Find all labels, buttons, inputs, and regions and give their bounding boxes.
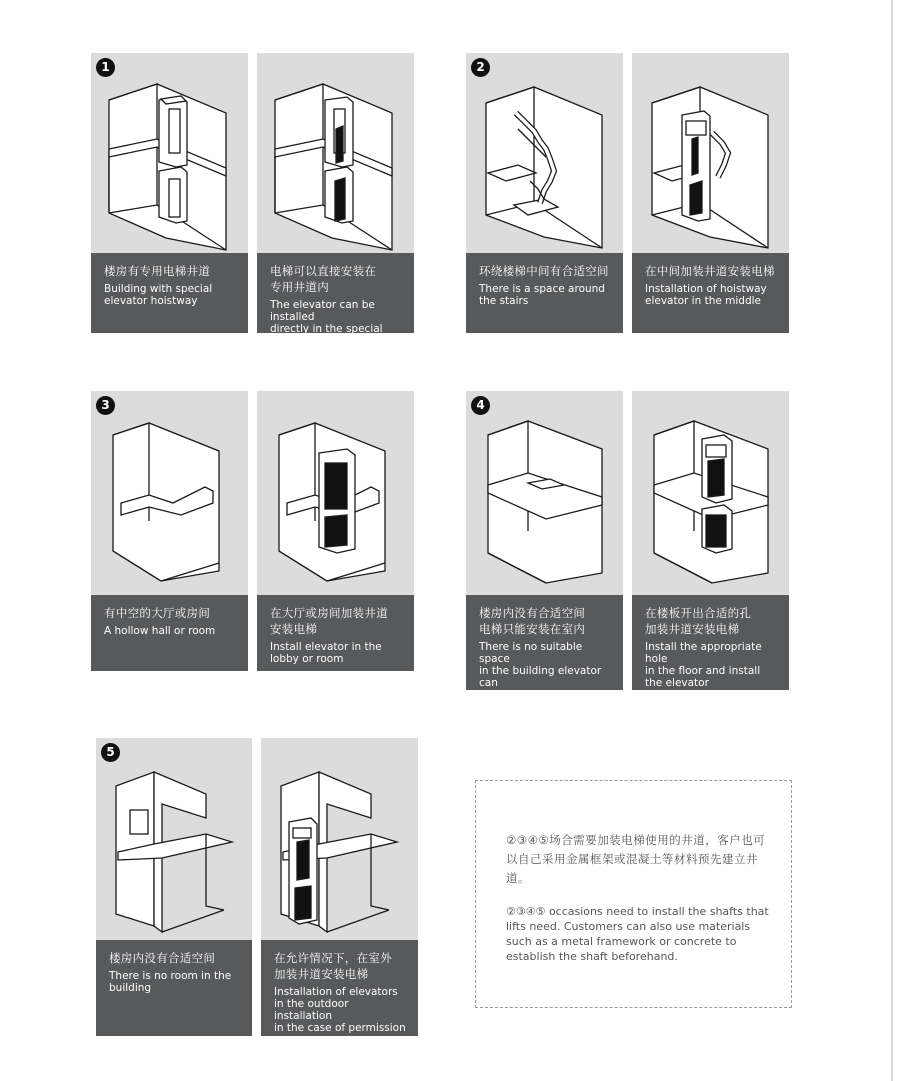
illustration-elevator-in-stairwell [632,53,789,258]
caption-box [466,253,623,333]
illustration-no-room-in-building [96,738,252,943]
group5-panel-before [96,738,252,1036]
illustration-elevator-in-hoistway [257,53,414,258]
step-badge-3: 3 [96,396,115,415]
caption-cn: 楼房内没有合适空间 电梯只能安装在室内 [479,606,586,636]
illustration-spiral-stairs [466,53,623,258]
caption-cn: 在楼板开出合适的孔 加装井道安装电梯 [645,606,752,636]
illustration-floor-slab [466,391,623,596]
caption-box [91,595,248,671]
step-badge-2: 2 [471,58,490,77]
illustration-hollow-hall [91,391,248,596]
caption-cn: 环绕楼梯中间有合适空间 [479,264,609,278]
caption-cn: 有中空的大厅或房间 [104,606,211,620]
caption-cn: 楼房有专用电梯井道 [104,264,211,278]
caption-en: There is no room in the building [109,970,232,994]
step-badge-5: 5 [101,743,120,762]
group1-panel-after [257,53,414,347]
caption-en: Install the appropriate hole in the floor and install the elevator [645,641,762,689]
caption-box [91,253,248,333]
caption-cn: 在中间加装井道安装电梯 [645,264,775,278]
group1-panel-before [91,53,248,333]
note-text-cn: ②③④⑤场合需要加装电梯使用的井道，客户也可以自己采用金属框架或混凝土等材料预先建立井道。 [506,833,766,885]
caption-cn: 在大厅或房间加装井道 安装电梯 [270,606,388,636]
caption-en: A hollow hall or room [104,625,216,637]
group5-panel-after [261,738,418,1036]
illustration-elevator-through-floor [632,391,789,596]
caption-en: Building with special elevator hoistway [104,283,213,307]
illustration-dedicated-hoistway [91,53,248,258]
caption-box [257,253,414,347]
caption-cn: 电梯可以直接安装在 专用井道内 [270,264,377,294]
illustration-elevator-in-hall [257,391,414,596]
caption-box [257,595,414,671]
group3-panel-before [91,391,248,671]
caption-box [466,595,623,701]
caption-box [261,940,418,1036]
caption-cn: 在允许情况下，在室外 加装井道安装电梯 [274,951,392,981]
note-text-en: ②③④⑤ occasions need to install the shafts that lifts need. Customers can also use materials such as a metal framework or concrete to establish the shaft beforehand. [506,905,769,963]
caption-en: Installation of hoistway elevator in the middle [645,283,767,307]
caption-en: The elevator can be installed directly in the special well [270,299,383,347]
group4-panel-after [632,391,789,690]
group2-panel-before [466,53,623,333]
caption-en: Installation of elevators in the outdoor installation in the case of permission [274,986,406,1034]
group2-panel-after [632,53,789,333]
caption-box [632,595,789,690]
caption-en: Install elevator in the lobby or room [270,641,382,665]
illustration-outdoor-elevator [261,738,418,943]
step-badge-4: 4 [471,396,490,415]
group4-panel-before [466,391,623,701]
caption-box [632,253,789,333]
caption-cn: 楼房内没有合适空间 [109,951,216,965]
caption-en: There is no suitable space in the building elevator can only be installed indoors [479,641,608,701]
step-badge-1: 1 [96,58,115,77]
right-edge-divider [891,0,893,1081]
caption-en: There is a space around the stairs [479,283,605,307]
caption-box [96,940,252,1036]
note-box [475,780,792,1008]
group3-panel-after [257,391,414,671]
